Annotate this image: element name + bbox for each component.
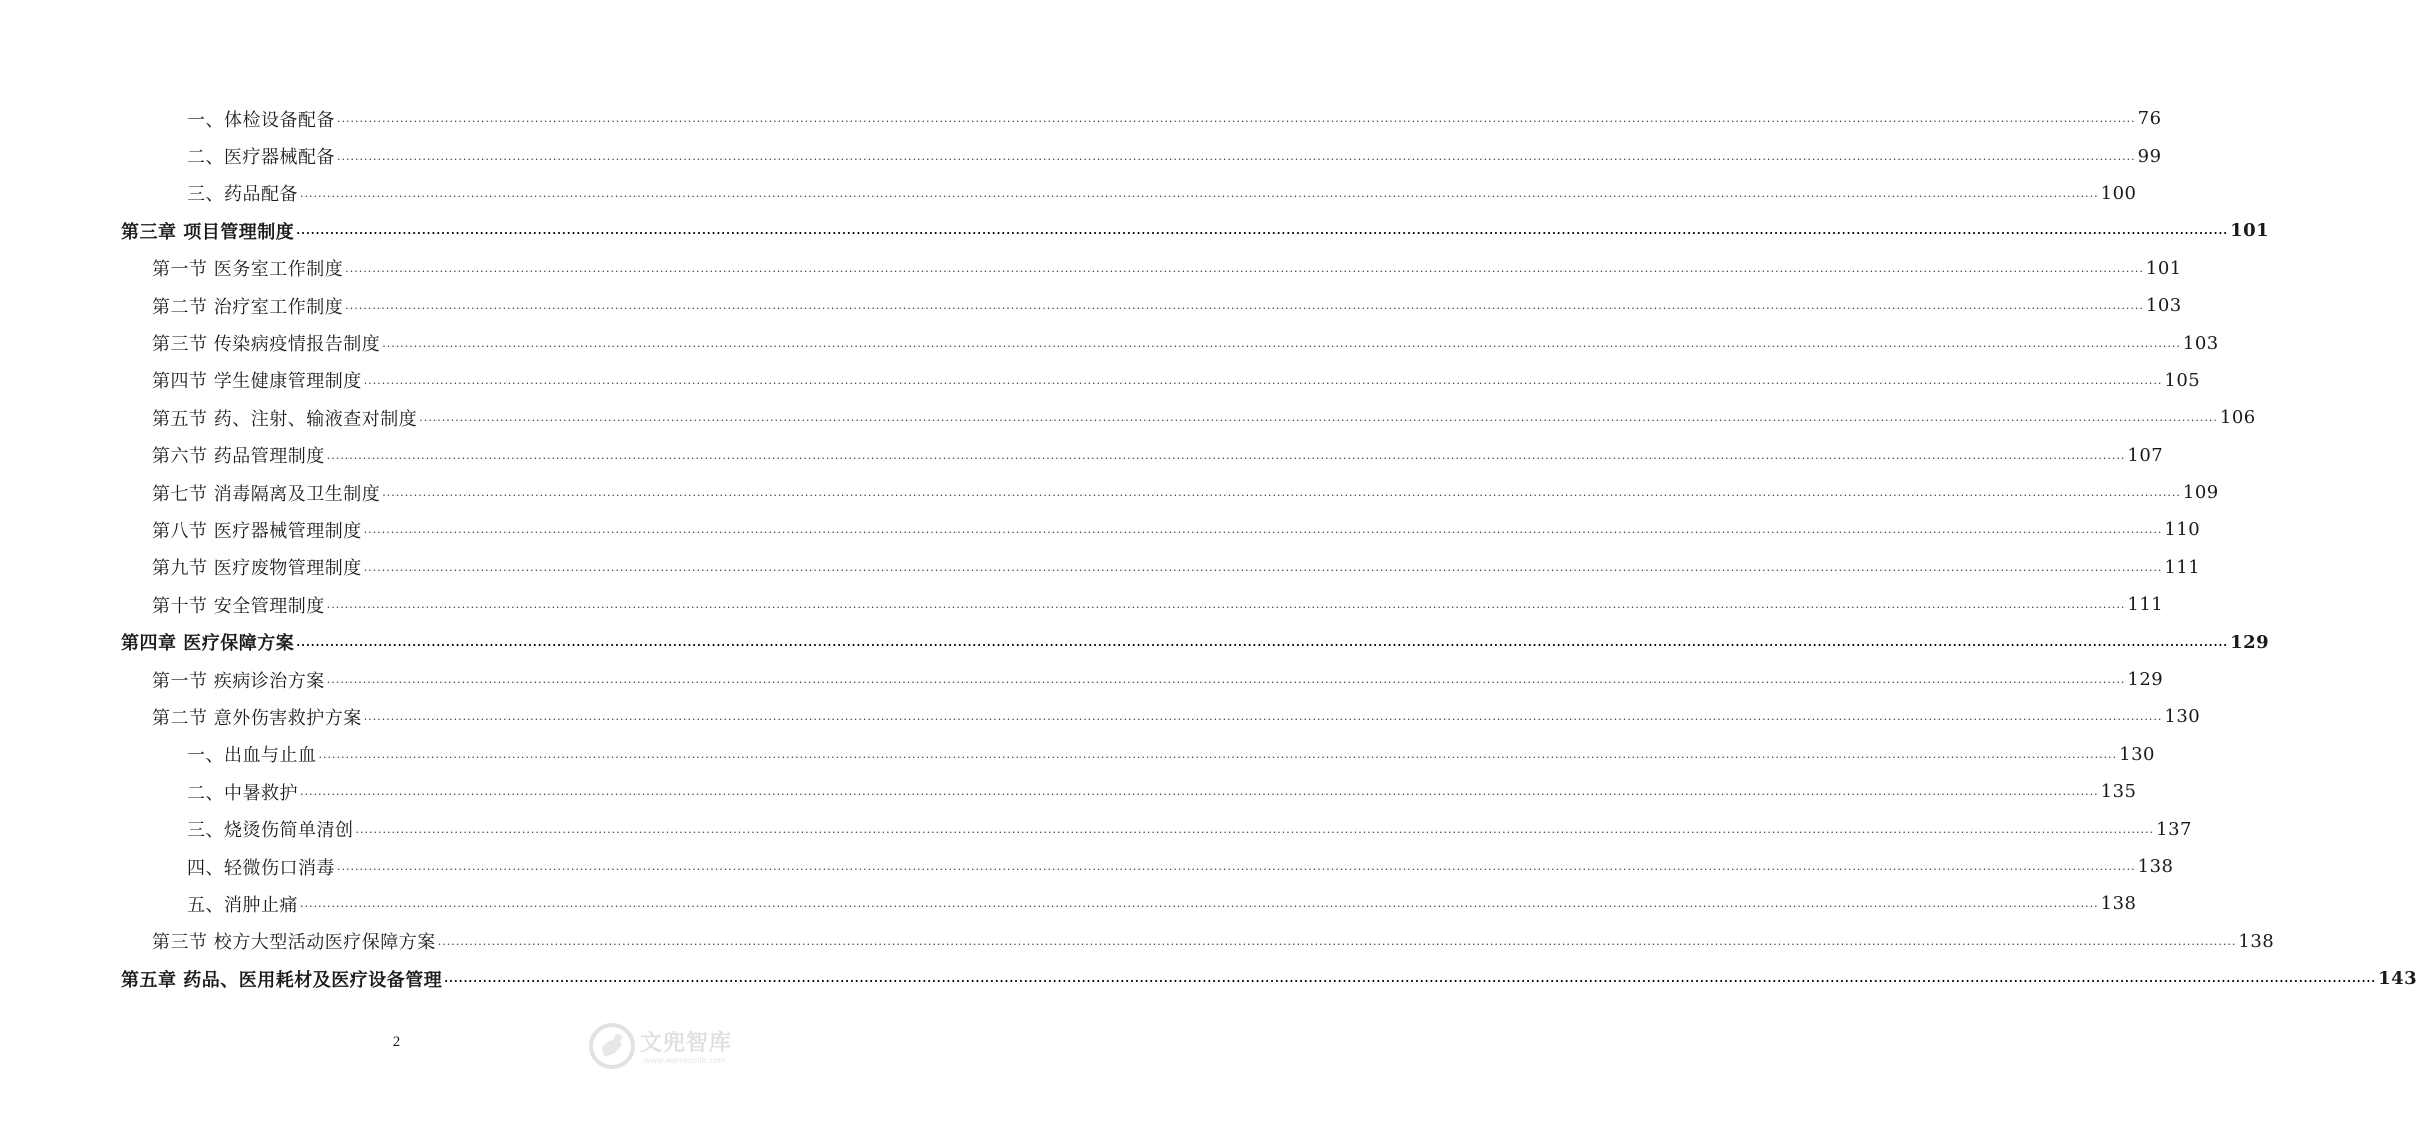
watermark-text: 文兜智库 (640, 1031, 733, 1056)
toc-entry-page: 138 (2238, 930, 2275, 952)
toc-entry-section[interactable] (0, 324, 2219, 361)
toc-dot-leader: ················································································································································································································································································································································································································ (363, 713, 2163, 727)
toc-entry-title: 第二节 治疗室工作制度 (152, 293, 345, 319)
toc-dot-leader: ················································································································································································································································································································································································································ (300, 900, 2099, 914)
toc-dot-leader: ················································································································································································································································································································································································································ (363, 563, 2163, 577)
toc-entry-page: 103 (2145, 295, 2182, 317)
toc-entry-title: 第一节 疾病诊治方案 (152, 667, 327, 693)
toc-dot-leader: ················································································································································································································································································································································································································ (337, 863, 2136, 876)
toc-entry-item[interactable] (0, 773, 2137, 810)
toc-entry-section[interactable] (0, 661, 2164, 698)
toc-entry-page: 105 (2164, 369, 2201, 391)
toc-dot-leader: ················································································································································································································································································································································································································ (444, 975, 2377, 989)
toc-entry-title: 二、医疗器械配备 (187, 143, 337, 169)
toc-entry-section[interactable] (0, 399, 2256, 436)
toc-entry-page: 111 (2164, 556, 2201, 578)
toc-dot-leader: ················································································································································································································································································································································································································ (300, 189, 2099, 203)
toc-entry-title: 第九节 医疗废物管理制度 (152, 554, 364, 580)
toc-entry-page: 130 (2119, 743, 2155, 765)
toc-entry-item[interactable] (0, 885, 2137, 922)
toc-entry-page: 137 (2156, 818, 2192, 840)
toc-entry-chapter[interactable] (0, 623, 2270, 660)
toc-entry-title: 第七节 消毒隔离及卫生制度 (152, 480, 382, 506)
toc-dot-leader: ················································································································································································································································································································································································································ (363, 526, 2163, 540)
toc-entry-section[interactable] (0, 511, 2201, 548)
toc-entry-title: 三、烧烫伤简单清创 (187, 816, 356, 842)
toc-dot-leader: ················································································································································································································································································································································································································ (345, 302, 2144, 316)
toc-entry-title: 第四节 学生健康管理制度 (152, 367, 364, 393)
watermark-url: www.wendoulib.com (644, 1056, 727, 1065)
toc-entry-title: 第三节 传染病疫情报告制度 (152, 330, 382, 356)
toc-dot-leader: ················································································································································································································································································································································································································ (326, 601, 2126, 615)
toc-entry-section[interactable] (0, 287, 2182, 324)
toc-entry-title: 第五章 药品、医用耗材及医疗设备管理 (121, 966, 444, 992)
toc-dot-leader: ················································································································································································································································································································································································································ (382, 489, 2181, 503)
toc-dot-leader: ················································································································································································································································································································································································································ (363, 376, 2163, 390)
toc-entry-title: 第二节 意外伤害救护方案 (152, 704, 364, 730)
toc-dot-leader: ················································································································································································································································································································································································································ (355, 825, 2155, 839)
toc-entry-page: 101 (2230, 220, 2270, 242)
toc-entry-title: 第一节 医务室工作制度 (152, 255, 345, 281)
toc-entry-section[interactable] (0, 362, 2201, 399)
toc-dot-leader: ················································································································································································································································································································································································································ (337, 152, 2136, 166)
toc-entry-section[interactable] (0, 586, 2164, 623)
toc-entry-title: 第四章 医疗保障方案 (121, 629, 296, 655)
toc-entry-title: 一、体检设备配备 (187, 106, 337, 132)
toc-entry-title: 二、中暑救护 (187, 779, 300, 805)
toc-entry-page: 76 (2137, 108, 2162, 130)
toc-entry-page: 111 (2127, 594, 2164, 616)
toc-entry-item[interactable] (0, 810, 2192, 847)
toc-entry-page: 110 (2164, 519, 2201, 541)
toc-dot-leader: ················································································································································································································································································································································································································ (318, 750, 2118, 764)
toc-entry-page: 100 (2100, 182, 2137, 204)
toc-entry-chapter[interactable] (0, 212, 2270, 249)
toc-entry-title: 第六节 药品管理制度 (152, 442, 327, 468)
toc-dot-leader: ················································································································································································································································································································································································································ (296, 638, 2229, 652)
toc-entry-item[interactable] (0, 736, 2155, 773)
toc-dot-leader: ················································································································································································································································································································································································································ (382, 339, 2181, 353)
toc-dot-leader: ················································································································································································································································································································································································································ (419, 414, 2218, 428)
toc-entry-page: 99 (2137, 145, 2162, 167)
toc-entry-title: 三、药品配备 (187, 180, 300, 206)
toc-entry-section[interactable] (0, 698, 2201, 735)
toc-entry-title: 第八节 医疗器械管理制度 (152, 517, 364, 543)
toc-entry-page: 138 (2100, 893, 2137, 915)
toc-entry-page: 129 (2230, 631, 2270, 653)
toc-entry-page: 107 (2127, 444, 2164, 466)
toc-entry-item[interactable] (0, 100, 2162, 137)
watermark (588, 1020, 758, 1076)
toc-entry-item[interactable] (0, 848, 2174, 885)
toc-dot-leader: ················································································································································································································································································································································································································ (337, 115, 2136, 129)
toc-entry-section[interactable] (0, 437, 2164, 474)
toc-entry-item[interactable] (0, 175, 2137, 212)
toc-entry-item[interactable] (0, 137, 2162, 174)
toc-entry-title: 四、轻微伤口消毒 (187, 854, 337, 880)
toc-entry-page: 109 (2182, 482, 2219, 504)
toc-entry-page: 106 (2219, 407, 2256, 429)
toc-entry-section[interactable] (0, 549, 2201, 586)
toc-entry-section[interactable] (0, 923, 2275, 960)
toc-dot-leader: ················································································································································································································································································································································································································ (300, 788, 2099, 802)
toc-entry-page: 103 (2182, 332, 2219, 354)
toc-entry-page: 129 (2127, 669, 2164, 691)
toc-dot-leader: ················································································································································································································································································································································································································ (326, 451, 2126, 465)
toc-entry-title: 第五节 药、注射、输液查对制度 (152, 405, 419, 431)
table-of-contents (0, 100, 2417, 997)
toc-entry-page: 135 (2100, 781, 2137, 803)
wendou-logo-icon (588, 1022, 636, 1070)
toc-entry-title: 五、消肿止痛 (187, 891, 300, 917)
toc-entry-page: 130 (2164, 706, 2201, 728)
toc-entry-chapter[interactable] (0, 960, 2417, 997)
toc-dot-leader: ················································································································································································································································································································································································································ (326, 676, 2126, 690)
toc-entry-section[interactable] (0, 474, 2219, 511)
toc-entry-title: 一、出血与止血 (187, 741, 319, 767)
toc-entry-title: 第十节 安全管理制度 (152, 592, 327, 618)
toc-entry-page: 138 (2137, 856, 2174, 877)
toc-entry-title: 第三章 项目管理制度 (121, 218, 296, 244)
toc-entry-page: 101 (2145, 257, 2182, 279)
toc-entry-page: 143 (2378, 968, 2417, 990)
toc-entry-section[interactable] (0, 250, 2182, 287)
toc-entry-title: 第三节 校方大型活动医疗保障方案 (152, 928, 438, 954)
toc-dot-leader: ················································································································································································································································································································································································································ (345, 264, 2144, 278)
toc-dot-leader: ················································································································································································································································································································································································································ (437, 937, 2237, 951)
page-number: 2 (392, 1034, 401, 1050)
toc-dot-leader: ················································································································································································································································································································································································································ (296, 227, 2229, 241)
